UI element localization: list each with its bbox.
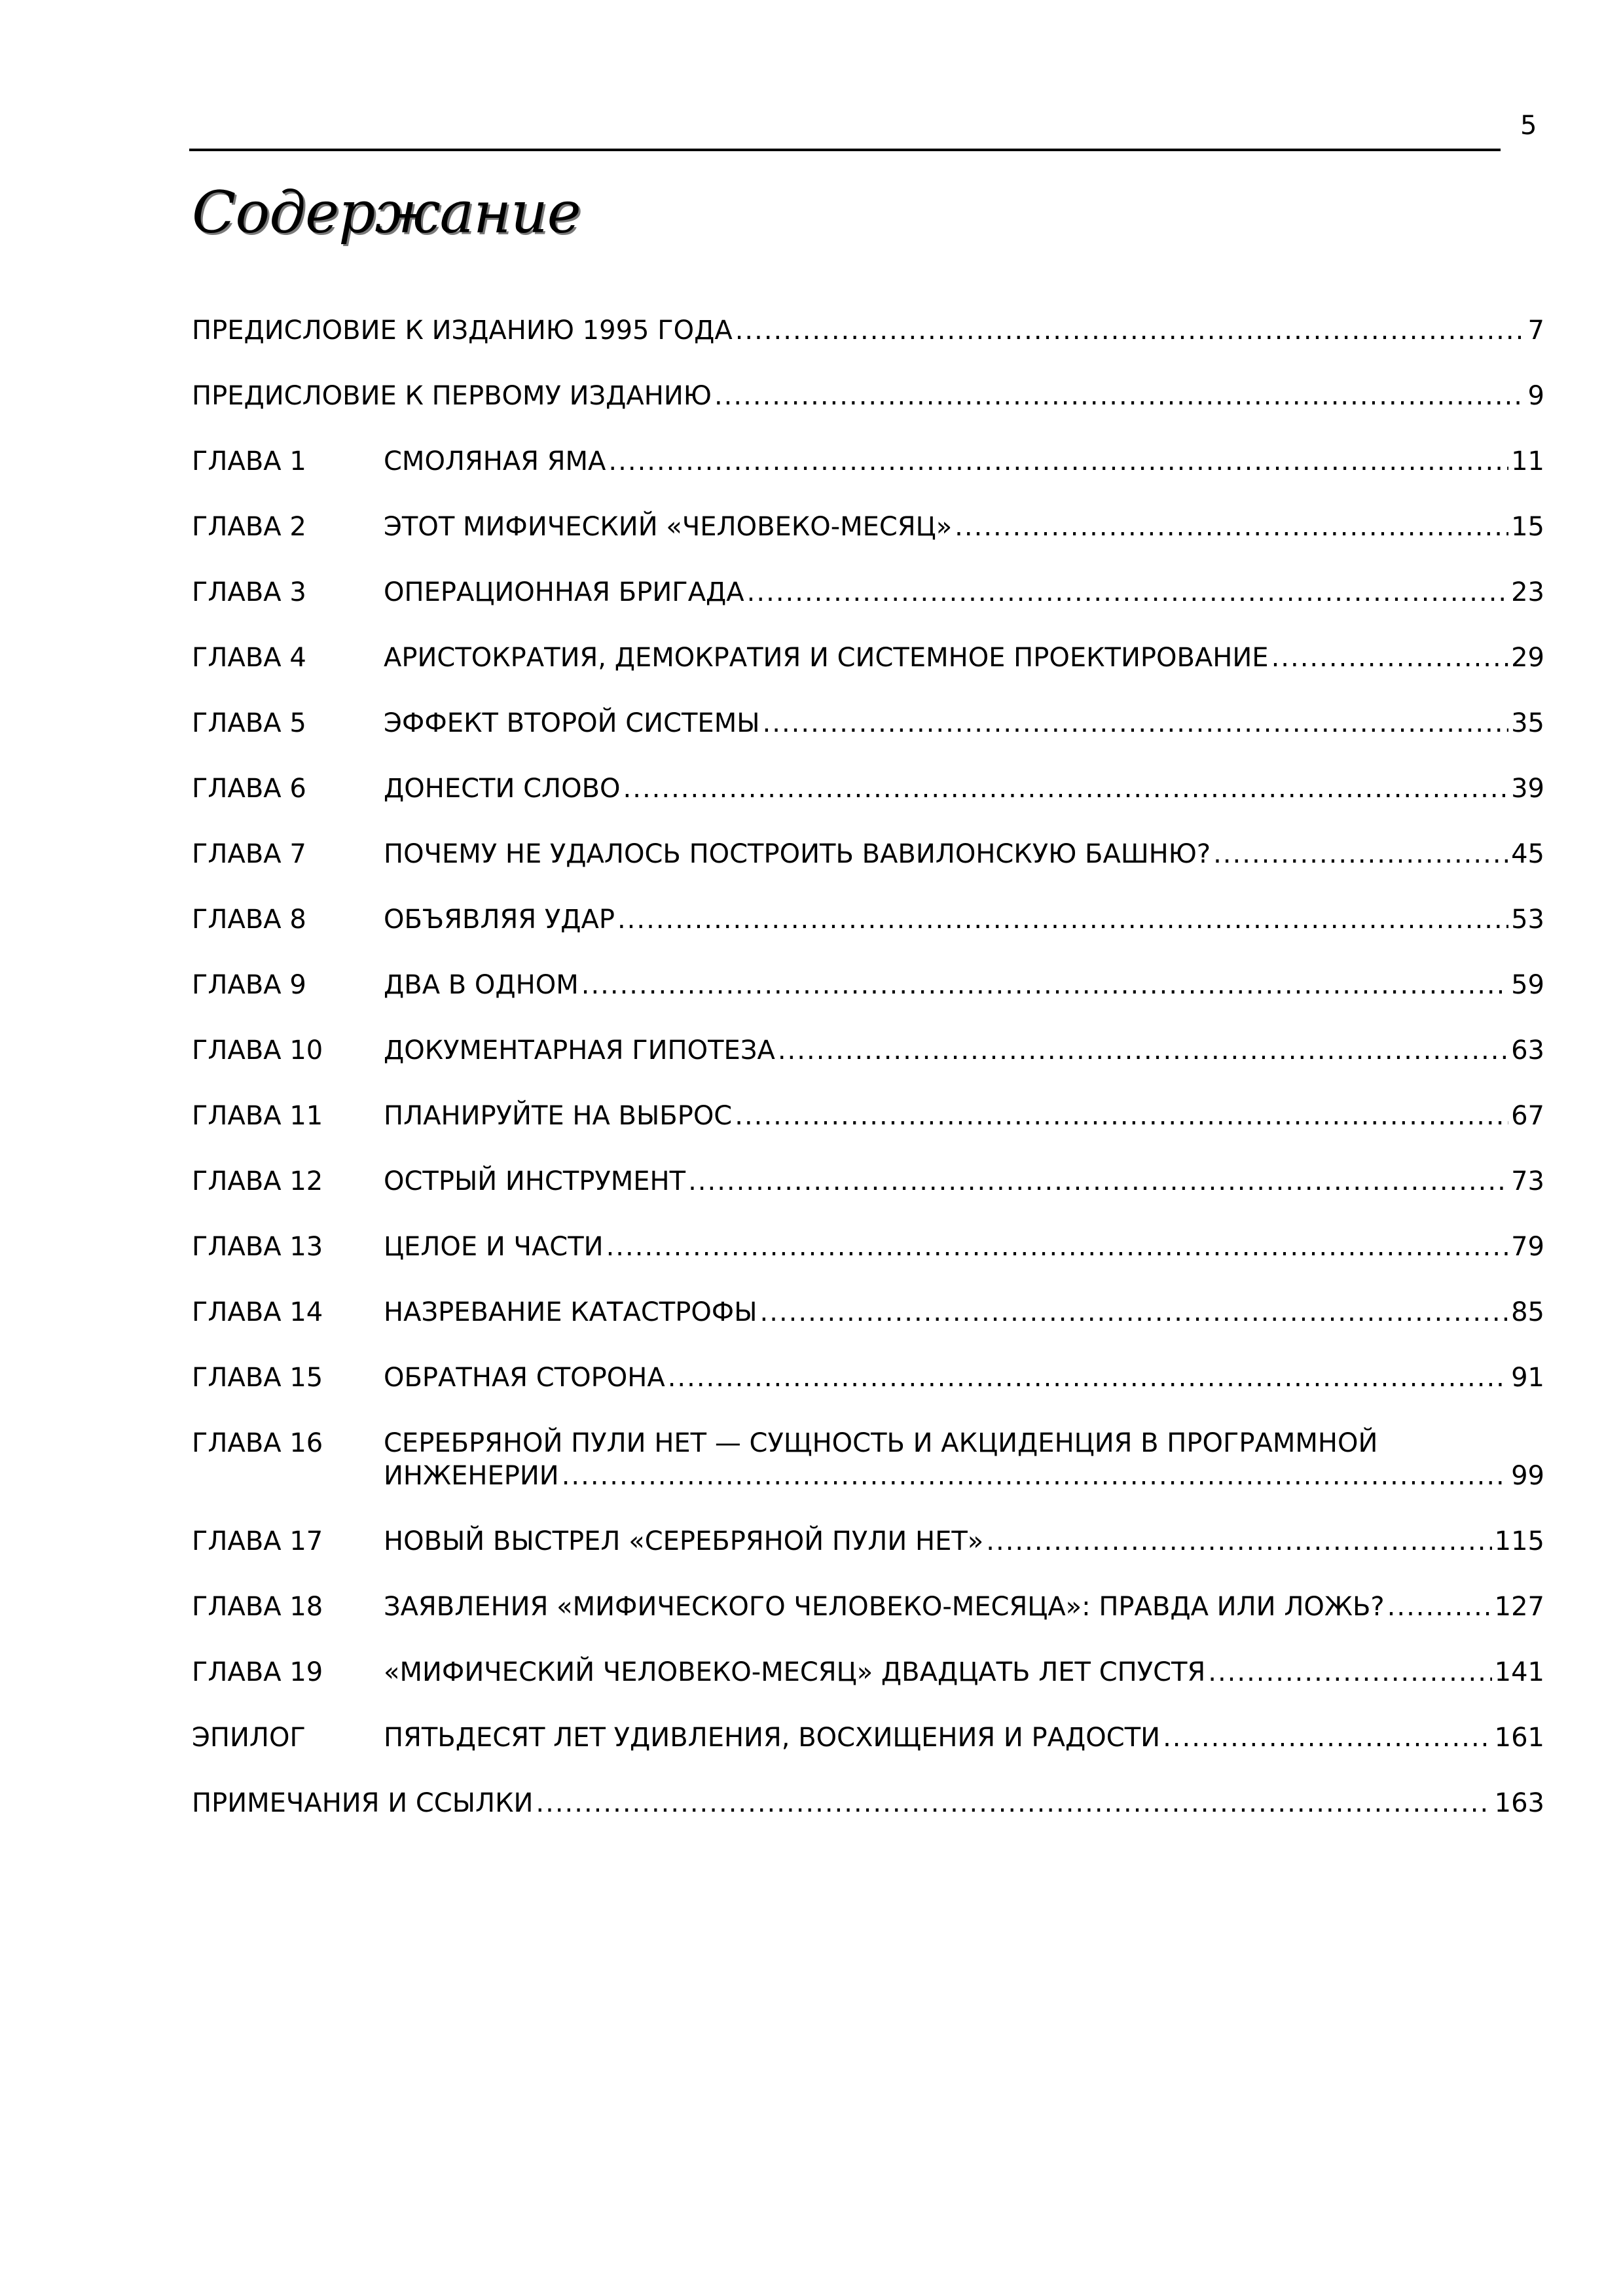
- toc-entry[interactable]: [192, 576, 1544, 641]
- toc-entry-label: ГЛАВА 7: [192, 839, 306, 869]
- toc-entry-page: 59: [1511, 970, 1544, 1000]
- toc-entry-title: ПРЕДИСЛОВИЕ К ПЕРВОМУ ИЗДАНИЮ: [192, 381, 712, 411]
- dot-leader: [1208, 1656, 1491, 1689]
- toc-entry[interactable]: [192, 445, 1544, 511]
- dot-leader: [608, 445, 1508, 478]
- toc-entry-title: ПРЕДИСЛОВИЕ К ИЗДАНИЮ 1995 ГОДА: [192, 315, 733, 346]
- dot-leader: [778, 1034, 1508, 1067]
- toc-entry[interactable]: [192, 1361, 1544, 1427]
- page-title: Содержание: [192, 179, 581, 246]
- table-of-contents: [192, 314, 1544, 1852]
- toc-entry-title: ЭТОТ МИФИЧЕСКИЙ «ЧЕЛОВЕКО-МЕСЯЦ»: [384, 512, 953, 542]
- toc-entry[interactable]: [192, 1427, 1544, 1525]
- toc-entry-title: СМОЛЯНАЯ ЯМА: [384, 446, 606, 476]
- toc-entry-page: 45: [1511, 839, 1544, 869]
- toc-entry[interactable]: [192, 380, 1544, 445]
- toc-entry[interactable]: [192, 1296, 1544, 1361]
- toc-entry-title: ЦЕЛОЕ И ЧАСТИ: [384, 1232, 604, 1262]
- dot-leader: [1163, 1721, 1492, 1754]
- toc-entry-label: ГЛАВА 15: [192, 1363, 323, 1393]
- toc-entry-page: 79: [1511, 1232, 1544, 1262]
- toc-entry-page: 161: [1494, 1723, 1544, 1753]
- toc-entry-page: 163: [1494, 1788, 1544, 1818]
- toc-entry-label: ГЛАВА 2: [192, 512, 306, 542]
- toc-entry[interactable]: [192, 1590, 1544, 1656]
- dot-leader: [760, 1296, 1509, 1329]
- toc-entry-title: ПОЧЕМУ НЕ УДАЛОСЬ ПОСТРОИТЬ ВАВИЛОНСКУЮ БАШНЮ?: [384, 839, 1211, 869]
- toc-entry[interactable]: [192, 1165, 1544, 1230]
- toc-entry[interactable]: [192, 1230, 1544, 1296]
- toc-entry[interactable]: [192, 1721, 1544, 1787]
- toc-entry-page: 141: [1494, 1657, 1544, 1687]
- toc-entry-title: ДОНЕСТИ СЛОВО: [384, 774, 621, 804]
- toc-entry[interactable]: [192, 772, 1544, 838]
- header-rule: [189, 149, 1501, 151]
- toc-entry-title: НОВЫЙ ВЫСТРЕЛ «СЕРЕБРЯНОЙ ПУЛИ НЕТ»: [384, 1526, 984, 1556]
- toc-entry-label: ГЛАВА 19: [192, 1657, 323, 1687]
- dot-leader: [1271, 641, 1509, 674]
- toc-entry-title: АРИСТОКРАТИЯ, ДЕМОКРАТИЯ И СИСТЕМНОЕ ПРОЕКТИРОВАНИЕ: [384, 643, 1269, 673]
- dot-leader: [606, 1230, 1509, 1263]
- toc-entry-title: ОБЪЯВЛЯЯ УДАР: [384, 905, 615, 935]
- toc-entry-page: 91: [1511, 1363, 1544, 1393]
- toc-entry-label: ГЛАВА 1: [192, 446, 306, 476]
- toc-entry[interactable]: [192, 1787, 1544, 1852]
- toc-entry-title: ЗАЯВЛЕНИЯ «МИФИЧЕСКОГО ЧЕЛОВЕКО-МЕСЯЦА»: ПРАВДА ИЛИ ЛОЖЬ?: [384, 1592, 1385, 1622]
- toc-entry[interactable]: [192, 1525, 1544, 1590]
- toc-entry-label: ГЛАВА 10: [192, 1035, 323, 1066]
- toc-entry[interactable]: [192, 641, 1544, 707]
- toc-entry-page: 73: [1511, 1166, 1544, 1196]
- toc-entry-title: ПЛАНИРУЙТЕ НА ВЫБРОС: [384, 1101, 733, 1131]
- toc-entry-page: 7: [1527, 315, 1544, 346]
- toc-entry[interactable]: [192, 903, 1544, 969]
- toc-entry-page: 35: [1511, 708, 1544, 738]
- dot-leader: [623, 772, 1509, 805]
- dot-leader: [536, 1787, 1491, 1820]
- toc-entry-page: 11: [1511, 446, 1544, 476]
- toc-entry-title: НАЗРЕВАНИЕ КАТАСТРОФЫ: [384, 1297, 757, 1327]
- toc-entry-label: ГЛАВА 13: [192, 1232, 323, 1262]
- toc-entry-label: ГЛАВА 12: [192, 1166, 323, 1196]
- toc-entry-page: 9: [1527, 381, 1544, 411]
- toc-entry-label: ГЛАВА 16: [192, 1428, 323, 1458]
- toc-entry-title-continued: ИНЖЕНЕРИИ: [384, 1461, 559, 1491]
- dot-leader: [581, 969, 1508, 1001]
- toc-entry[interactable]: [192, 838, 1544, 903]
- toc-entry-page: 53: [1511, 905, 1544, 935]
- toc-entry-page: 39: [1511, 774, 1544, 804]
- toc-entry-label: ГЛАВА 4: [192, 643, 306, 673]
- toc-entry-title: ПЯТЬДЕСЯТ ЛЕТ УДИВЛЕНИЯ, ВОСХИЩЕНИЯ И РАДОСТИ: [384, 1723, 1161, 1753]
- dot-leader: [562, 1460, 1508, 1492]
- toc-entry-page: 23: [1511, 577, 1544, 607]
- dot-leader: [955, 511, 1508, 543]
- toc-entry-label: ГЛАВА 9: [192, 970, 306, 1000]
- dot-leader: [735, 314, 1525, 347]
- toc-entry[interactable]: [192, 511, 1544, 576]
- toc-entry-page: 63: [1511, 1035, 1544, 1066]
- page-number: 5: [1520, 111, 1537, 141]
- toc-entry-label: ГЛАВА 8: [192, 905, 306, 935]
- toc-entry-title: ОСТРЫЙ ИНСТРУМЕНТ: [384, 1166, 686, 1196]
- dot-leader: [688, 1165, 1508, 1198]
- toc-entry-page: 115: [1494, 1526, 1544, 1556]
- dot-leader: [617, 903, 1508, 936]
- dot-leader: [668, 1361, 1508, 1394]
- toc-entry-page: 29: [1511, 643, 1544, 673]
- toc-entry-title: ДВА В ОДНОМ: [384, 970, 579, 1000]
- toc-entry-page: 99: [1511, 1461, 1544, 1491]
- dot-leader: [1213, 838, 1508, 870]
- toc-entry-title: ПРИМЕЧАНИЯ И ССЫЛКИ: [192, 1788, 534, 1818]
- toc-entry[interactable]: [192, 1656, 1544, 1721]
- toc-entry-label: ГЛАВА 11: [192, 1101, 323, 1131]
- dot-leader: [735, 1100, 1508, 1132]
- toc-entry-title: СЕРЕБРЯНОЙ ПУЛИ НЕТ — СУЩНОСТЬ И АКЦИДЕНЦИЯ В ПРОГРАММНОЙ: [384, 1428, 1378, 1458]
- toc-entry-title: ДОКУМЕНТАРНАЯ ГИПОТЕЗА: [384, 1035, 775, 1066]
- toc-entry-label: ГЛАВА 3: [192, 577, 306, 607]
- toc-entry[interactable]: [192, 707, 1544, 772]
- toc-entry[interactable]: [192, 314, 1544, 380]
- dot-leader: [714, 380, 1525, 412]
- toc-entry-title: «МИФИЧЕСКИЙ ЧЕЛОВЕКО-МЕСЯЦ» ДВАДЦАТЬ ЛЕТ СПУСТЯ: [384, 1657, 1206, 1687]
- toc-entry-label: ГЛАВА 18: [192, 1592, 323, 1622]
- toc-entry-page: 85: [1511, 1297, 1544, 1327]
- toc-entry-title: ЭФФЕКТ ВТОРОЙ СИСТЕМЫ: [384, 708, 760, 738]
- toc-entry-title: ОПЕРАЦИОННАЯ БРИГАДА: [384, 577, 744, 607]
- toc-entry-page: 15: [1511, 512, 1544, 542]
- toc-entry-label: ГЛАВА 5: [192, 708, 306, 738]
- toc-entry-label: ГЛАВА 6: [192, 774, 306, 804]
- dot-leader: [763, 707, 1509, 740]
- toc-entry-label: ГЛАВА 14: [192, 1297, 323, 1327]
- dot-leader: [1387, 1590, 1492, 1623]
- toc-entry-label: ГЛАВА 17: [192, 1526, 323, 1556]
- toc-entry[interactable]: [192, 969, 1544, 1034]
- dot-leader: [747, 576, 1508, 609]
- dot-leader: [986, 1525, 1491, 1558]
- toc-entry[interactable]: [192, 1100, 1544, 1165]
- toc-entry[interactable]: [192, 1034, 1544, 1100]
- toc-entry-title: ОБРАТНАЯ СТОРОНА: [384, 1363, 665, 1393]
- toc-entry-page: 67: [1511, 1101, 1544, 1131]
- toc-entry-label: ЭПИЛОГ: [192, 1723, 306, 1753]
- toc-entry-page: 127: [1494, 1592, 1544, 1622]
